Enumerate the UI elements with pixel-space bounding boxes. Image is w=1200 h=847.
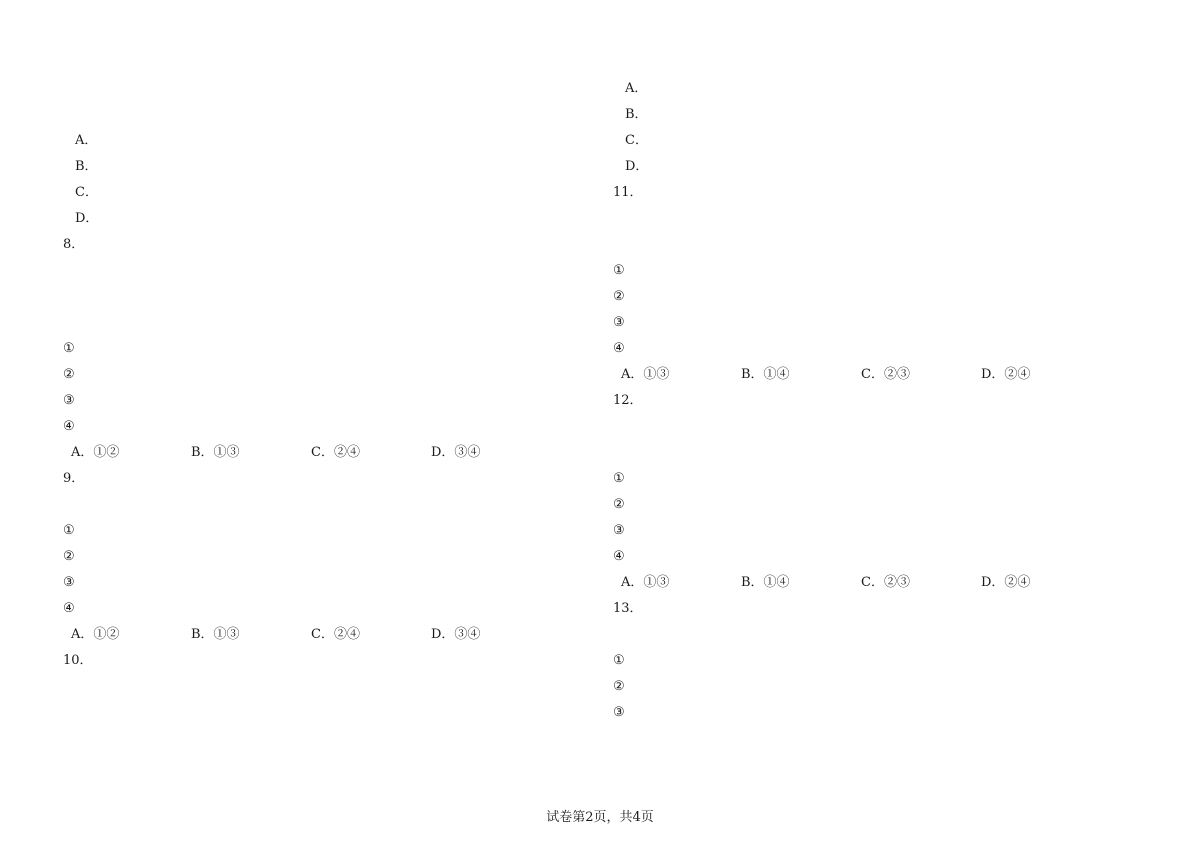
statement-row — [613, 258, 1153, 284]
question-stem-line — [63, 466, 603, 492]
page-footer — [0, 808, 1200, 828]
question-number: 11． — [613, 185, 643, 200]
choice-a: A．①③ — [621, 575, 670, 590]
question-stem-line — [63, 648, 603, 674]
statement-row — [613, 284, 1153, 310]
question-stem-line — [613, 596, 1153, 622]
question-stem-line — [613, 622, 1153, 648]
page-number-label: 试卷第2页，共4页 — [546, 810, 654, 825]
question-stem-line — [63, 310, 603, 336]
choice-d: D．③④ — [431, 627, 481, 642]
statement-mark: ① — [613, 653, 625, 668]
statement-mark: ③ — [613, 705, 625, 720]
question-stem-line — [63, 102, 603, 128]
option-row — [613, 128, 1153, 154]
statement-row — [613, 700, 1153, 726]
option-letter: A． — [75, 133, 98, 148]
option-letter: C． — [75, 185, 98, 200]
statement-row — [63, 388, 603, 414]
statement-row — [613, 518, 1153, 544]
answer-choices — [63, 622, 603, 648]
option-row — [613, 102, 1153, 128]
option-row — [613, 76, 1153, 102]
statement-mark: ② — [63, 549, 75, 564]
question-number: 8． — [63, 237, 85, 252]
option-letter: D． — [625, 159, 649, 174]
statement-mark: ④ — [613, 549, 625, 564]
option-row — [63, 180, 603, 206]
choice-c: C．②④ — [311, 445, 360, 460]
choice-a: A．①③ — [621, 367, 670, 382]
question-number: 12． — [613, 393, 643, 408]
choice-d: D．②④ — [981, 367, 1031, 382]
statement-mark: ② — [63, 367, 75, 382]
statement-row — [63, 544, 603, 570]
question-stem-line — [613, 206, 1153, 232]
choice-d: D．③④ — [431, 445, 481, 460]
answer-choices — [613, 362, 1153, 388]
option-letter: D． — [75, 211, 99, 226]
statement-mark: ② — [613, 289, 625, 304]
question-stem-line — [613, 440, 1153, 466]
option-row — [63, 154, 603, 180]
statement-mark: ③ — [613, 315, 625, 330]
statement-row — [613, 336, 1153, 362]
choice-b: B．①③ — [191, 445, 240, 460]
question-stem-line — [613, 180, 1153, 206]
statement-mark: ② — [613, 679, 625, 694]
question-number: 9． — [63, 471, 85, 486]
right-column — [613, 76, 1153, 726]
question-stem-line — [613, 414, 1153, 440]
statement-row — [613, 674, 1153, 700]
statement-row — [63, 570, 603, 596]
question-stem-line — [63, 76, 603, 102]
statement-row — [613, 310, 1153, 336]
statement-mark: ③ — [613, 523, 625, 538]
statement-mark: ① — [63, 523, 75, 538]
choice-d: D．②④ — [981, 575, 1031, 590]
choice-b: B．①③ — [191, 627, 240, 642]
statement-row — [63, 518, 603, 544]
statement-mark: ② — [613, 497, 625, 512]
statement-mark: ① — [63, 341, 75, 356]
question-number: 13． — [613, 601, 643, 616]
question-stem-line — [63, 284, 603, 310]
statement-row — [613, 466, 1153, 492]
statement-mark: ③ — [63, 393, 75, 408]
question-stem-line — [63, 258, 603, 284]
choice-b: B．①④ — [741, 575, 790, 590]
choice-c: C．②③ — [861, 367, 910, 382]
statement-row — [613, 492, 1153, 518]
option-row — [613, 154, 1153, 180]
question-stem-line — [613, 232, 1153, 258]
left-column — [63, 76, 603, 726]
statement-row — [63, 336, 603, 362]
choice-a: A．①② — [71, 445, 120, 460]
question-stem-line — [63, 674, 603, 700]
choice-c: C．②③ — [861, 575, 910, 590]
choice-c: C．②④ — [311, 627, 360, 642]
statement-mark: ① — [613, 263, 625, 278]
choice-b: B．①④ — [741, 367, 790, 382]
answer-choices — [613, 570, 1153, 596]
statement-row — [63, 362, 603, 388]
option-letter: B． — [75, 159, 98, 174]
option-row — [63, 206, 603, 232]
question-stem-line — [63, 492, 603, 518]
statement-mark: ④ — [613, 341, 625, 356]
option-letter: A． — [625, 81, 648, 96]
statement-mark: ④ — [63, 601, 75, 616]
statement-mark: ① — [613, 471, 625, 486]
option-letter: B． — [625, 107, 648, 122]
question-number: 10． — [63, 653, 93, 668]
statement-mark: ④ — [63, 419, 75, 434]
statement-row — [63, 414, 603, 440]
statement-row — [63, 596, 603, 622]
statement-row — [613, 648, 1153, 674]
question-stem-line — [63, 700, 603, 726]
option-letter: C． — [625, 133, 648, 148]
question-stem-line — [613, 388, 1153, 414]
question-stem-line — [63, 232, 603, 258]
statement-row — [613, 544, 1153, 570]
statement-mark: ③ — [63, 575, 75, 590]
option-row — [63, 128, 603, 154]
choice-a: A．①② — [71, 627, 120, 642]
answer-choices — [63, 440, 603, 466]
